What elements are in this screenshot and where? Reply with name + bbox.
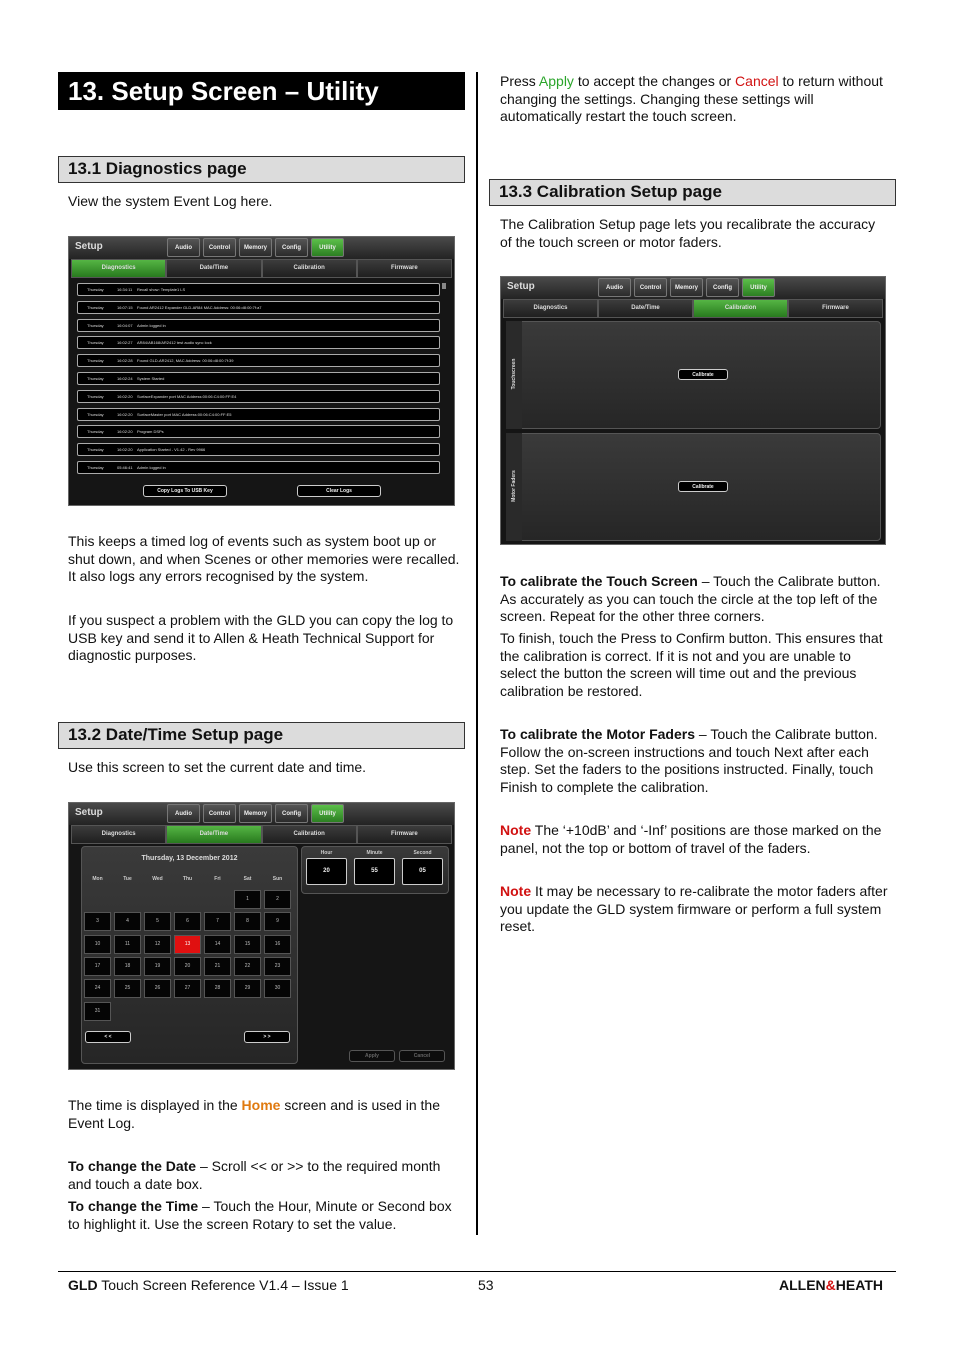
log-time: 16:02:27 xyxy=(117,340,133,346)
date-cell: 7 xyxy=(204,912,231,931)
log-day: Thursday xyxy=(87,376,104,381)
text-run: – Scroll << or >> to the required month and touch a date box. xyxy=(68,1158,441,1192)
log-time: 16:02:24 xyxy=(117,376,133,381)
log-row xyxy=(77,461,440,474)
tab-memory: Memory xyxy=(670,278,703,297)
diagnostics-screenshot xyxy=(68,236,455,506)
apply-word: Apply xyxy=(538,73,574,89)
footer-brand: GLD xyxy=(68,1277,98,1293)
date-cell: 31 xyxy=(84,1002,111,1021)
date-cell: 3 xyxy=(84,912,111,931)
note-label: Note xyxy=(500,883,532,899)
calibrate-touchscreen-button: Calibrate xyxy=(678,369,728,380)
datetime-para-home xyxy=(68,1097,463,1132)
tab-config: Config xyxy=(706,278,739,297)
log-day: Thursday xyxy=(87,447,104,453)
log-message: AR84/AB168/AR2412 test audio sync lock xyxy=(137,340,212,346)
tab-control: Control xyxy=(203,804,236,823)
calibrate-faders-label: To calibrate the Motor Faders xyxy=(500,726,695,742)
weekday-label: Sun xyxy=(272,876,283,882)
minute-label: Minute xyxy=(366,850,383,856)
subtab-firmware: Firmware xyxy=(357,825,452,844)
log-time: 16:04:07 xyxy=(117,322,133,328)
tab-memory: Memory xyxy=(239,238,272,257)
tab-config: Config xyxy=(275,238,308,257)
log-message: Found GLD-AR2412, MAC Address: 00:06:d8:00:7f:39 xyxy=(137,358,234,364)
hour-box: 20 xyxy=(306,858,347,885)
setup-label: Setup xyxy=(75,807,103,818)
tab-config: Config xyxy=(275,804,308,823)
copy-logs-button: Copy Logs To USB Key xyxy=(143,485,227,497)
logo-part: ALLEN xyxy=(779,1277,826,1293)
logo-part: HEATH xyxy=(835,1277,883,1293)
weekday-label: Thu xyxy=(182,876,193,882)
log-day: Thursday xyxy=(87,304,104,310)
log-message: Found AR2412 Expander GLD-AR84 MAC Address: 00:06:d8:00:7f:a7 xyxy=(137,304,262,310)
text-run: The time is displayed in the xyxy=(68,1097,242,1113)
date-cell: 29 xyxy=(234,979,261,998)
selected-date-cell: 13 xyxy=(174,935,201,954)
subtab-datetime: Date/Time xyxy=(166,259,261,278)
log-time: 16:02:20 xyxy=(117,393,133,399)
log-message: SurfaceExpander port MAC Address:00:06:C4:00:FF:E4 xyxy=(137,393,237,399)
date-cell: 1 xyxy=(234,890,261,909)
chapter-heading: 13. Setup Screen – Utility xyxy=(58,72,465,110)
subtab-datetime: Date/Time xyxy=(166,825,261,844)
tab-utility: Utility xyxy=(311,804,344,823)
date-cell: 15 xyxy=(234,935,261,954)
prev-month-button: < < xyxy=(85,1031,131,1043)
date-cell: 30 xyxy=(264,979,291,998)
tab-audio: Audio xyxy=(167,238,200,257)
subtab-firmware: Firmware xyxy=(788,299,883,318)
text-run: It may be necessary to re-calibrate the motor faders after you update the GLD system firmware or perform a full system reset. xyxy=(500,883,888,934)
date-cell: 28 xyxy=(204,979,231,998)
screen-subtabs xyxy=(71,259,452,278)
log-time: 05:46:41 xyxy=(117,465,133,470)
log-message: Program DSPs xyxy=(137,429,164,435)
log-message: System Started xyxy=(137,376,165,381)
log-row xyxy=(77,408,440,421)
cancel-button: Cancel xyxy=(399,1050,445,1062)
tab-utility: Utility xyxy=(742,278,775,297)
text-run: Press xyxy=(500,73,539,89)
date-cell: 9 xyxy=(264,912,291,931)
log-time: 16:34:11 xyxy=(117,287,133,292)
log-time: 16:02:28 xyxy=(117,358,133,364)
subtab-calibration: Calibration xyxy=(262,259,357,278)
tab-memory: Memory xyxy=(239,804,272,823)
calendar-date-title: Thursday, 13 December 2012 xyxy=(141,855,238,862)
text-run: – Touch the Calibrate button. As accurately as you can touch the circle at the top left of the screen. Repeat for the other three corners. xyxy=(500,573,881,624)
section-13-1-heading: 13.1 Diagnostics page xyxy=(58,156,465,183)
date-cell: 17 xyxy=(84,957,111,976)
note-1-para xyxy=(500,822,890,857)
screen-topbar xyxy=(69,237,454,259)
screen-subtabs xyxy=(503,299,883,318)
date-cell: 24 xyxy=(84,979,111,998)
change-time-label: To change the Time xyxy=(68,1198,199,1214)
date-cell: 25 xyxy=(114,979,141,998)
text-run: to accept the changes or xyxy=(573,73,736,89)
log-row xyxy=(77,443,440,456)
log-day: Thursday xyxy=(87,287,104,292)
date-cell: 8 xyxy=(234,912,261,931)
log-time: 16:02:20 xyxy=(117,447,133,453)
log-time: 16:02:20 xyxy=(117,411,133,417)
change-time-para xyxy=(68,1198,463,1233)
date-cell: 20 xyxy=(174,957,201,976)
weekday-label: Fri xyxy=(214,876,221,882)
date-cell: 18 xyxy=(114,957,141,976)
tab-audio: Audio xyxy=(598,278,631,297)
log-day: Thursday xyxy=(87,340,104,346)
footer-rule xyxy=(58,1271,896,1272)
change-date-para xyxy=(68,1158,463,1193)
weekday-label: Wed xyxy=(152,876,163,882)
hour-label: Hour xyxy=(320,850,333,856)
apply-button: Apply xyxy=(349,1050,395,1062)
screen-topbar xyxy=(501,277,885,299)
allen-heath-logo xyxy=(779,1277,883,1293)
weekday-label: Mon xyxy=(92,876,103,882)
motor-faders-label: Motor Faders xyxy=(511,470,517,502)
logo-ampersand: & xyxy=(825,1277,836,1293)
text-run: – Touch the Hour, Minute or Second box to highlight it. Use the screen Rotary to set the value. xyxy=(68,1198,452,1232)
date-cell: 14 xyxy=(204,935,231,954)
calibrate-faders-para xyxy=(500,726,890,796)
log-message: Application Started - V1.42 - Rev 9966 xyxy=(137,447,206,453)
setup-label: Setup xyxy=(75,241,103,252)
diagnostics-para-1: This keeps a timed log of events such as system boot up or shut down, and when Scenes or other memories were recalled. It also logs any errors recognised by the system. xyxy=(68,533,460,584)
footer-doc: Touch Screen Reference V1.4 – Issue 1 xyxy=(97,1277,349,1293)
note-label: Note xyxy=(500,822,532,838)
calibration-intro: The Calibration Setup page lets you recalibrate the accuracy of the touch screen or motor faders. xyxy=(500,216,876,250)
subtab-diagnostics: Diagnostics xyxy=(71,825,166,844)
date-cell: 22 xyxy=(234,957,261,976)
screen-topbar xyxy=(69,803,454,825)
text-run: to return without changing the settings. Changing these settings will automatically restart the touch screen. xyxy=(500,73,883,124)
diagnostics-intro: View the system Event Log here. xyxy=(68,193,273,209)
log-row xyxy=(77,336,440,349)
date-cell: 11 xyxy=(114,935,141,954)
subtab-diagnostics: Diagnostics xyxy=(503,299,598,318)
calibration-screenshot xyxy=(500,276,886,545)
log-day: Thursday xyxy=(87,322,104,328)
date-cell: 21 xyxy=(204,957,231,976)
datetime-intro: Use this screen to set the current date and time. xyxy=(68,759,367,775)
log-message: SurfaceMaster port MAC Address:00:06:C4:00:FF:E5 xyxy=(137,411,232,417)
subtab-calibration: Calibration xyxy=(693,299,788,318)
minute-box: 55 xyxy=(354,858,395,885)
log-day: Thursday xyxy=(87,429,104,435)
log-message: Admin logged in xyxy=(137,465,166,470)
second-box: 05 xyxy=(402,858,443,885)
date-cell: 19 xyxy=(144,957,171,976)
note-2-para xyxy=(500,883,890,936)
date-cell: 12 xyxy=(144,935,171,954)
subtab-diagnostics: Diagnostics xyxy=(71,259,166,278)
text-run: – Touch the Calibrate button. Follow the on-screen instructions and touch Next after each step. Set the faders to the positions instructed. Finally, touch Finish to complete the calibration. xyxy=(500,726,878,795)
log-row xyxy=(77,354,440,367)
log-row xyxy=(77,425,440,438)
datetime-screenshot xyxy=(68,802,455,1070)
footer-doc-title xyxy=(68,1277,349,1293)
page-number: 53 xyxy=(478,1277,494,1293)
weekday-label: Tue xyxy=(123,876,132,882)
column-divider xyxy=(476,72,478,1235)
text-run: screen and is used in the Event Log. xyxy=(68,1097,440,1131)
date-cell: 10 xyxy=(84,935,111,954)
calibrate-faders-button: Calibrate xyxy=(678,481,728,492)
log-scrollbar xyxy=(442,283,446,289)
date-cell: 4 xyxy=(114,912,141,931)
log-message: Recall show: Template1 LS xyxy=(137,287,186,292)
home-word: Home xyxy=(241,1097,281,1113)
log-row xyxy=(77,390,440,403)
date-cell: 6 xyxy=(174,912,201,931)
log-row xyxy=(77,372,440,385)
log-day: Thursday xyxy=(87,411,104,417)
log-day: Thursday xyxy=(87,358,104,364)
change-date-label: To change the Date xyxy=(68,1158,197,1174)
diagnostics-para-2: If you suspect a problem with the GLD you can copy the log to USB key and send it to Allen & Heath Technical Support for diagnostic purposes. xyxy=(68,612,454,663)
log-row xyxy=(77,319,440,332)
screen-subtabs xyxy=(71,825,452,844)
date-cell: 23 xyxy=(264,957,291,976)
weekday-label: Sat xyxy=(243,876,252,882)
date-cell: 2 xyxy=(264,890,291,909)
log-time: 16:02:20 xyxy=(117,429,133,435)
log-row xyxy=(77,301,440,314)
tab-utility: Utility xyxy=(311,238,344,257)
calibrate-touch-label: To calibrate the Touch Screen xyxy=(500,573,698,589)
log-day: Thursday xyxy=(87,393,104,399)
log-time: 16:07:15 xyxy=(117,304,133,310)
subtab-datetime: Date/Time xyxy=(598,299,693,318)
tab-control: Control xyxy=(634,278,667,297)
section-13-2-heading: 13.2 Date/Time Setup page xyxy=(58,722,465,749)
section-13-3-heading: 13.3 Calibration Setup page xyxy=(489,179,896,206)
log-row xyxy=(77,283,440,296)
next-month-button: > > xyxy=(244,1031,290,1043)
clear-logs-button: Clear Logs xyxy=(297,485,381,497)
date-cell: 5 xyxy=(144,912,171,931)
subtab-firmware: Firmware xyxy=(357,259,452,278)
log-message: Admin logged in xyxy=(137,322,166,328)
second-label: Second xyxy=(413,850,432,856)
setup-label: Setup xyxy=(507,281,535,292)
date-cell: 27 xyxy=(174,979,201,998)
tab-audio: Audio xyxy=(167,804,200,823)
finish-para: To finish, touch the Press to Confirm button. This ensures that the calibration is correct. If it is not and you are unable to select the button the screen will time out and the previous calibration be restored. xyxy=(500,630,883,699)
subtab-calibration: Calibration xyxy=(262,825,357,844)
date-cell: 16 xyxy=(264,935,291,954)
cancel-word: Cancel xyxy=(735,73,779,89)
apply-cancel-para xyxy=(500,73,890,126)
tab-control: Control xyxy=(203,238,236,257)
calibrate-touch-para xyxy=(500,573,890,626)
text-run: The ‘+10dB’ and ‘-Inf’ positions are those marked on the panel, not the top or bottom of travel of the faders. xyxy=(500,822,882,856)
date-cell: 26 xyxy=(144,979,171,998)
log-day: Thursday xyxy=(87,465,104,470)
touchscreen-label: Touchscreen xyxy=(511,358,517,390)
